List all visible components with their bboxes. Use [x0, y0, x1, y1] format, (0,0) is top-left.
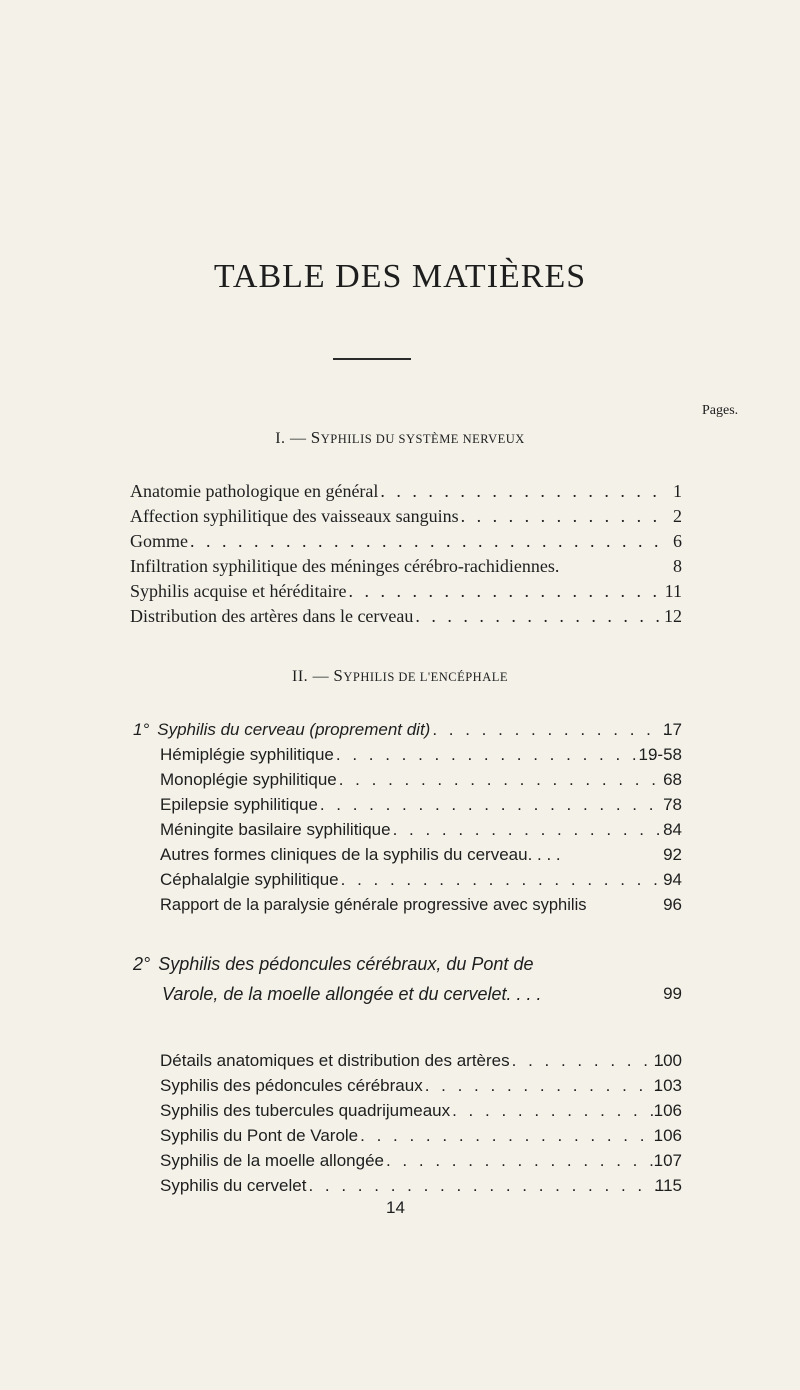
leader-dots [348, 579, 668, 603]
subsection-2-line-1: Syphilis des pédoncules cérébraux, du Pont de [158, 954, 534, 974]
section-1-heading [0, 428, 800, 448]
title-rule [333, 358, 411, 360]
section-2-heading-text: YPHILIS DE L'ENCÉPHALE [343, 670, 508, 684]
leader-dots [341, 868, 668, 892]
toc-entry [130, 529, 670, 553]
toc-entry-page: 2 [673, 506, 682, 526]
toc-entry-page: 92 [663, 845, 682, 864]
signature-number: 14 [386, 1198, 405, 1217]
page-title: TABLE DES MATIÈRES [213, 258, 587, 295]
toc-entry [130, 579, 670, 603]
leader-dots [320, 793, 668, 817]
toc-entry-label: Syphilis du cervelet [160, 1176, 307, 1195]
toc-entry [160, 843, 670, 867]
section-1-numeral: I. — [275, 430, 307, 447]
leader-dots [190, 529, 668, 553]
toc-entry-page: 78 [663, 795, 682, 814]
toc-entry [130, 504, 670, 528]
section-2-heading-initial: S [333, 666, 344, 685]
toc-entry [130, 604, 670, 628]
toc-entry [160, 1149, 670, 1173]
subsection-2-line-2: Varole, de la moelle allongée et du cervelet. . . . [162, 984, 542, 1004]
toc-entry-page: 11 [664, 581, 682, 601]
toc-entry-label: Epilepsie syphilitique [160, 795, 318, 814]
toc-entry [160, 1124, 670, 1148]
toc-entry-label: Méningite basilaire syphilitique [160, 820, 391, 839]
toc-entry-label: Hémiplégie syphilitique [160, 745, 334, 764]
subsection-2-heading-line-2 [162, 979, 542, 1009]
toc-entry-label: Syphilis acquise et héréditaire [130, 581, 347, 601]
toc-entry-label: Céphalalgie syphilitique [160, 870, 339, 889]
toc-entry-page: 96 [663, 895, 682, 914]
toc-entry-page: 100 [653, 1051, 682, 1070]
subsection-2-page: 99 [663, 984, 682, 1003]
toc-entry-page: 12 [664, 606, 682, 626]
toc-entry-page: 94 [663, 870, 682, 889]
toc-entry [160, 768, 670, 792]
toc-entry [160, 1099, 670, 1123]
toc-entry-page: 84 [663, 820, 682, 839]
toc-entry-label: Syphilis du Pont de Varole [160, 1126, 359, 1145]
subsection-2-number: 2° [133, 954, 151, 974]
toc-entry-label: Monoplégie syphilitique [160, 770, 337, 789]
pages-column-label: Pages. [702, 403, 739, 418]
subsection-1-page: 17 [663, 720, 682, 739]
toc-entry [160, 743, 670, 767]
section-2-heading [0, 666, 800, 686]
section-2-numeral: II. — [291, 668, 330, 685]
toc-entry-page: 106 [653, 1126, 682, 1145]
section-1-heading-text: YPHILIS DU SYSTÈME NERVEUX [320, 432, 525, 446]
leader-dots [339, 768, 668, 792]
toc-entry-label: Gomme [130, 531, 188, 551]
subsection-1-number: 1° [133, 720, 150, 739]
subsection-2-heading [133, 949, 533, 979]
toc-entry-page: 107 [653, 1151, 682, 1170]
toc-entry-label: Syphilis des pédoncules cérébraux [160, 1076, 423, 1095]
toc-entry-label: Infiltration syphilitique des méninges cérébro-rachidiennes. [130, 556, 560, 576]
leader-dots [308, 1174, 668, 1198]
toc-entry-label: Rapport de la paralysie générale progressive avec syphilis [160, 896, 587, 914]
toc-entry-page: 8 [673, 556, 682, 576]
toc-entry-label: Syphilis de la moelle allongée [160, 1151, 384, 1170]
toc-entry [160, 1174, 670, 1198]
toc-entry-page: 19-58 [638, 745, 682, 764]
toc-entry [160, 868, 670, 892]
toc-entry-page: 6 [673, 531, 682, 551]
toc-entry-label: Détails anatomiques et distribution des artères [160, 1051, 510, 1070]
leader-dots [336, 743, 668, 767]
toc-entry-label: Syphilis des tubercules quadrijumeaux [160, 1101, 451, 1120]
toc-entry [130, 554, 670, 578]
toc-entry-page: 68 [663, 770, 682, 789]
toc-entry [160, 893, 630, 917]
toc-entry [160, 818, 670, 842]
section-1-heading-initial: S [310, 428, 321, 447]
subsection-1-heading [133, 718, 670, 742]
toc-entry [160, 1049, 670, 1073]
toc-entry [160, 793, 670, 817]
toc-entry-page: 103 [653, 1076, 682, 1095]
toc-entry [130, 479, 670, 503]
subsection-1-label: Syphilis du cerveau (proprement dit) [157, 720, 431, 739]
toc-entry [160, 1074, 670, 1098]
toc-entry-page: 115 [654, 1176, 682, 1195]
toc-entry-label: Distribution des artères dans le cerveau [130, 606, 414, 626]
toc-entry-label: Anatomie pathologique en général [130, 481, 379, 501]
toc-entry-page: 1 [673, 481, 682, 501]
toc-entry-page: 106 [653, 1101, 682, 1120]
toc-entry-label: Affection syphilitique des vaisseaux sanguins [130, 506, 459, 526]
toc-entry-label: Autres formes cliniques de la syphilis du cerveau. . . . [160, 845, 561, 864]
